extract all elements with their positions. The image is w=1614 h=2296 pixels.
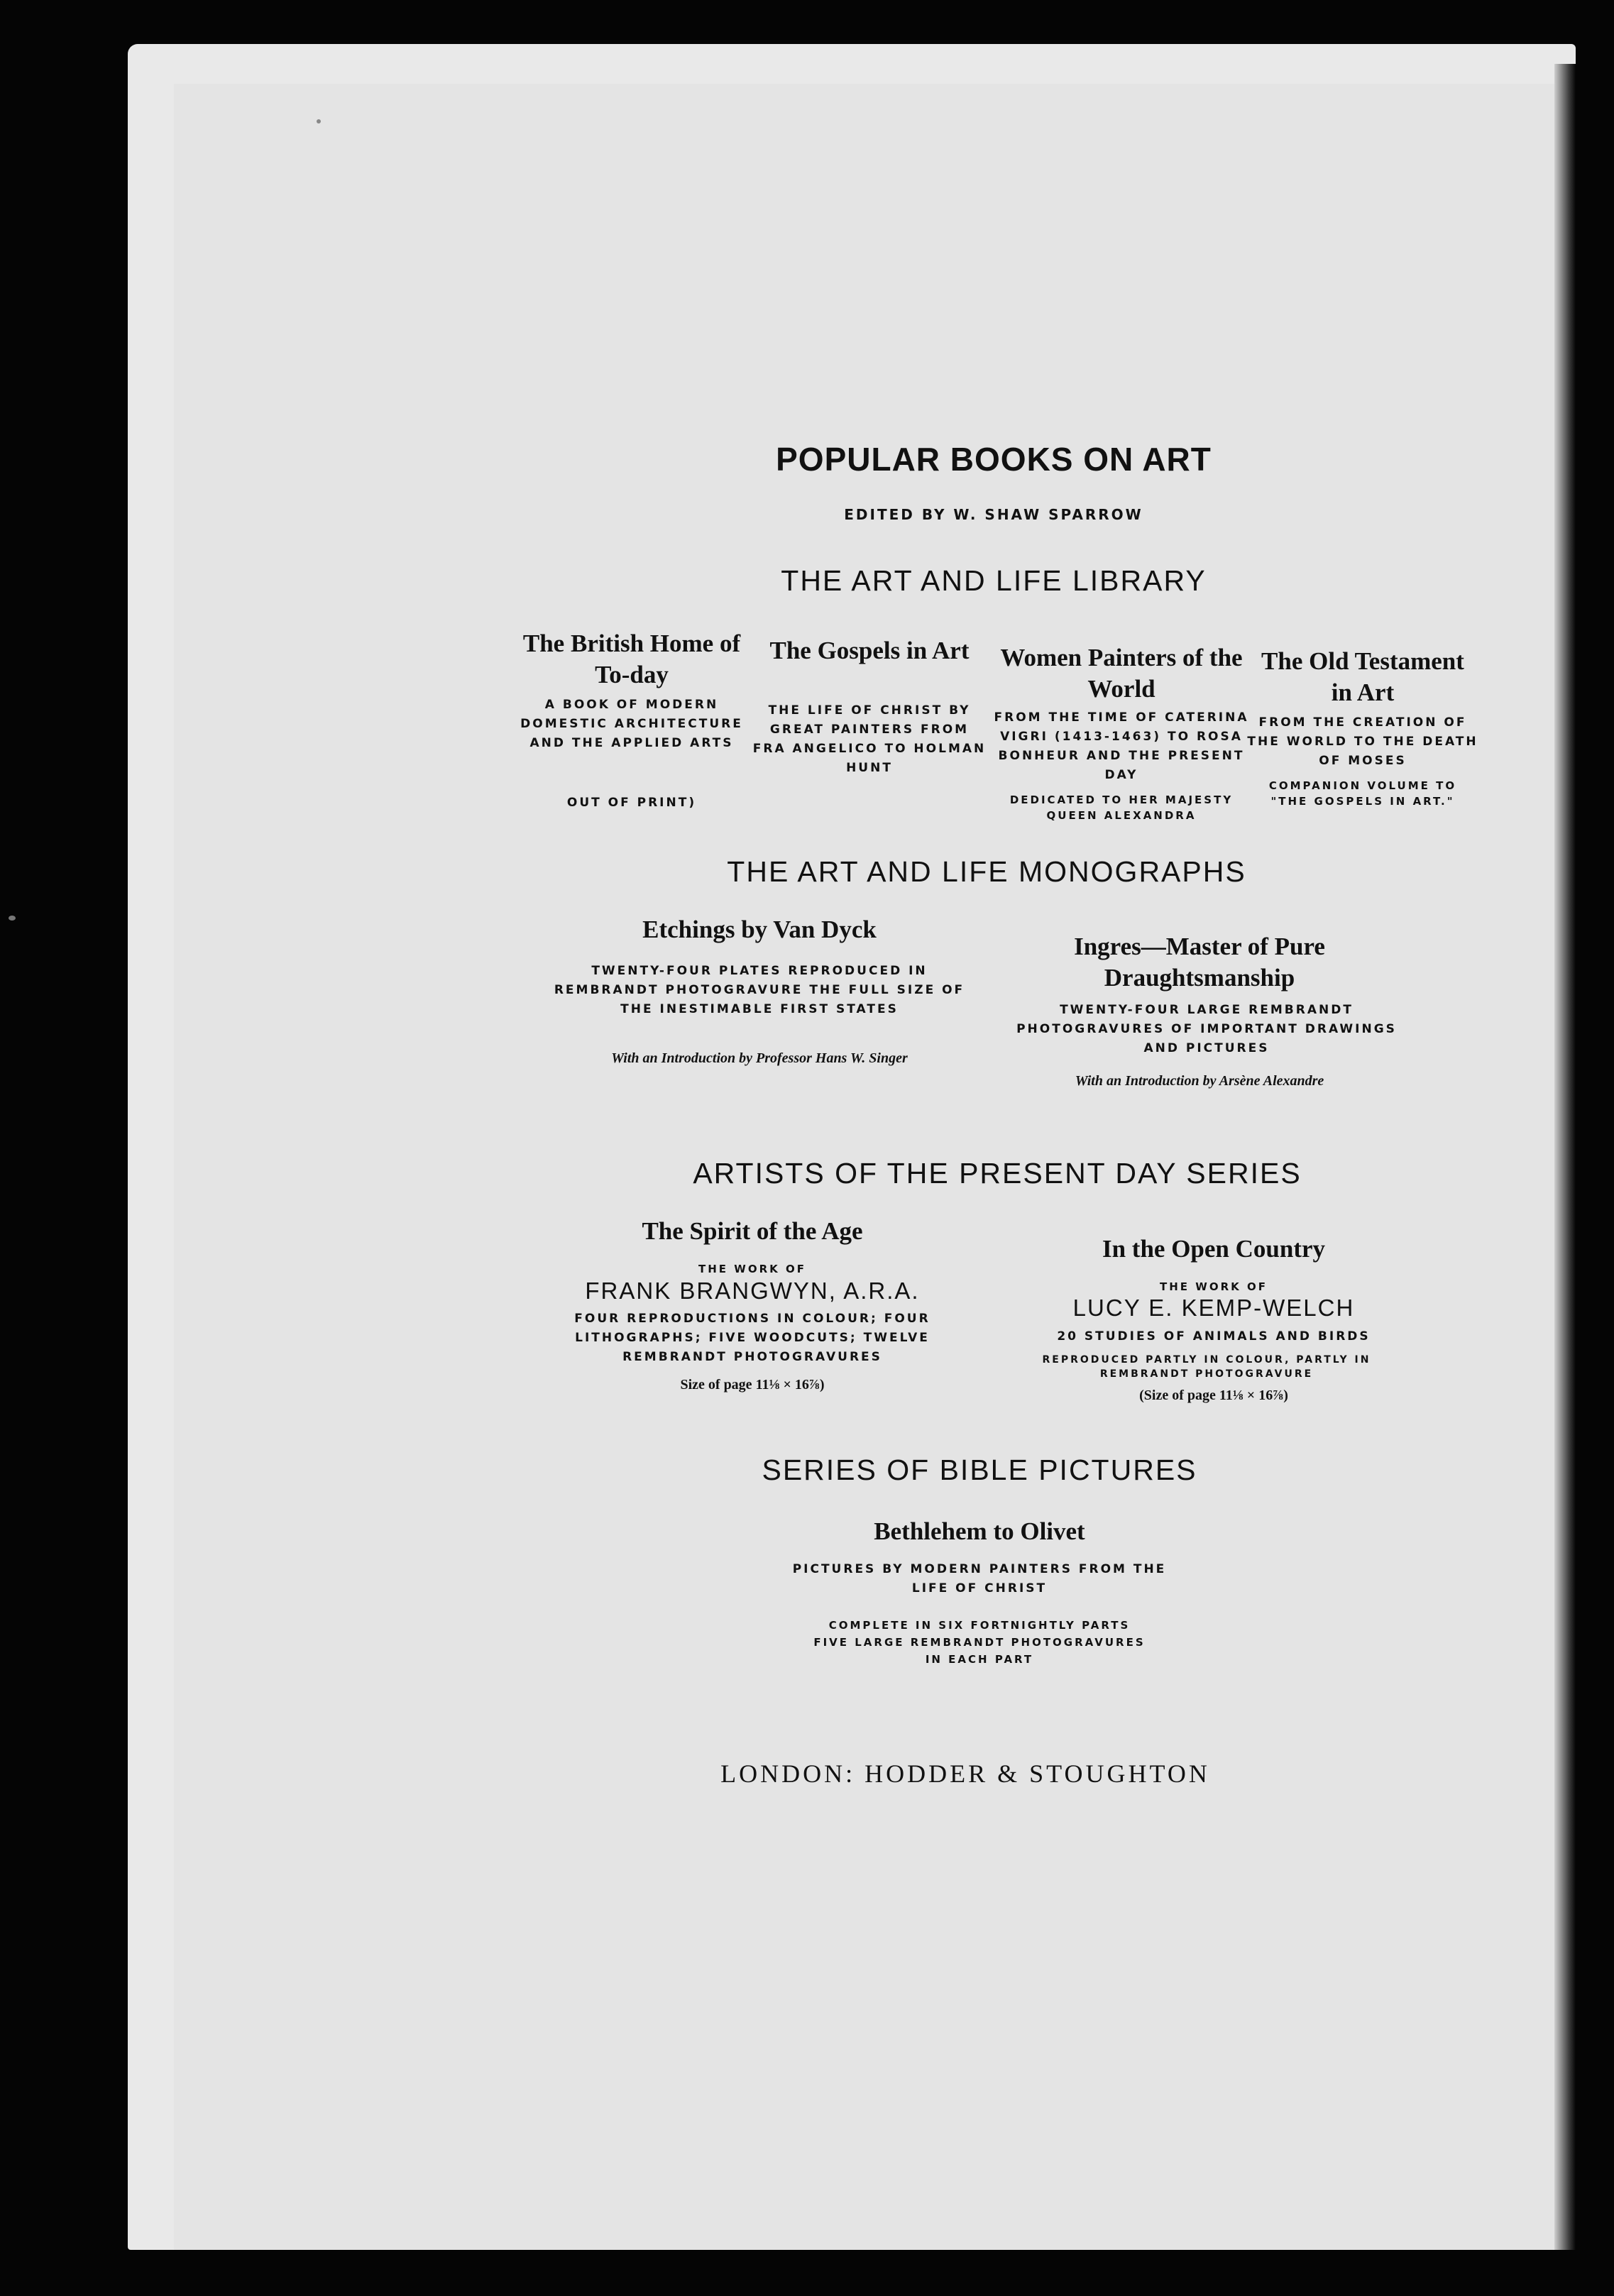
book-title: Women Painters of the World bbox=[1000, 644, 1243, 703]
monographs-heading: THE ART AND LIFE MONOGRAPHS bbox=[727, 855, 1246, 888]
page-title: POPULAR BOOKS ON ART bbox=[776, 441, 1212, 478]
book-description: FROM THE CREATION OF THE WORLD TO THE DEATH OF MOSES bbox=[1247, 715, 1478, 768]
artist-name: LUCY E. KEMP-WELCH bbox=[1072, 1295, 1355, 1321]
work-of-label: THE WORK OF bbox=[698, 1263, 806, 1275]
book-parts: COMPLETE IN SIX FORTNIGHTLY PARTS FIVE LARGE REMBRANDT PHOTOGRAVURES IN EACH PART bbox=[813, 1619, 1146, 1666]
book-introduction: With an Introduction by Arsène Alexandre bbox=[1075, 1073, 1324, 1089]
bible-heading: SERIES OF BIBLE PICTURES bbox=[762, 1454, 1197, 1486]
editor-line: EDITED BY W. SHAW SPARROW bbox=[844, 506, 1143, 523]
page-size: (Size of page 11⅛ × 16⅞) bbox=[1139, 1388, 1288, 1403]
book-description: FROM THE TIME OF CATERINA VIGRI (1413-1463) TO ROSA BONHEUR AND THE PRESENT DAY bbox=[994, 710, 1249, 782]
book-description: TWENTY-FOUR LARGE REMBRANDT PHOTOGRAVURES OF IMPORTANT DRAWINGS AND PICTURES bbox=[1016, 1003, 1397, 1055]
book-title: In the Open Country bbox=[1102, 1235, 1326, 1263]
book-description: 20 STUDIES OF ANIMALS AND BIRDS bbox=[1057, 1329, 1371, 1344]
work-of-label: THE WORK OF bbox=[1160, 1280, 1268, 1293]
artists-heading: ARTISTS OF THE PRESENT DAY SERIES bbox=[693, 1157, 1302, 1190]
book-introduction: With an Introduction by Professor Hans W. Singer bbox=[611, 1050, 908, 1066]
book-title: The Old Testament in Art bbox=[1261, 647, 1464, 706]
book-title: Etchings by Van Dyck bbox=[642, 916, 877, 943]
publisher-imprint: LONDON: HODDER & STOUGHTON bbox=[720, 1759, 1210, 1788]
page-size: Size of page 11⅛ × 16⅞) bbox=[680, 1377, 825, 1393]
book-description: TWENTY-FOUR PLATES REPRODUCED IN REMBRANDT PHOTOGRAVURE THE FULL SIZE OF THE INESTIMABLE FIRST STATES bbox=[554, 964, 965, 1016]
book-description: PICTURES BY MODERN PAINTERS FROM THE LIFE OF CHRIST bbox=[792, 1562, 1167, 1595]
book-description: THE LIFE OF CHRIST BY GREAT PAINTERS FROM FRA ANGELICO TO HOLMAN HUNT bbox=[752, 703, 987, 775]
book-description: FOUR REPRODUCTIONS IN COLOUR; FOUR LITHOGRAPHS; FIVE WOODCUTS; TWELVE REMBRANDT PHOTOGRAVURES bbox=[574, 1312, 930, 1364]
book-dedication: DEDICATED TO HER MAJESTY QUEEN ALEXANDRA bbox=[1009, 793, 1234, 822]
book-description-extra: REPRODUCED PARTLY IN COLOUR, PARTLY IN REMBRANDT PHOTOGRAVURE bbox=[1042, 1354, 1371, 1380]
book-note: COMPANION VOLUME TO "THE GOSPELS IN ART." bbox=[1268, 779, 1457, 808]
book-title: Ingres—Master of Pure Draughtsmanship bbox=[1074, 933, 1325, 992]
book-note: OUT OF PRINT) bbox=[566, 796, 697, 810]
book-description: A BOOK OF MODERN DOMESTIC ARCHITECTURE AND THE APPLIED ARTS bbox=[520, 698, 743, 750]
book-title: The British Home of To-day bbox=[522, 630, 741, 688]
artist-name: FRANK BRANGWYN, A.R.A. bbox=[585, 1278, 920, 1304]
book-title: Bethlehem to Olivet bbox=[874, 1517, 1085, 1545]
book-title: The Spirit of the Age bbox=[642, 1217, 863, 1245]
library-heading: THE ART AND LIFE LIBRARY bbox=[781, 564, 1207, 597]
book-title: The Gospels in Art bbox=[769, 637, 970, 664]
